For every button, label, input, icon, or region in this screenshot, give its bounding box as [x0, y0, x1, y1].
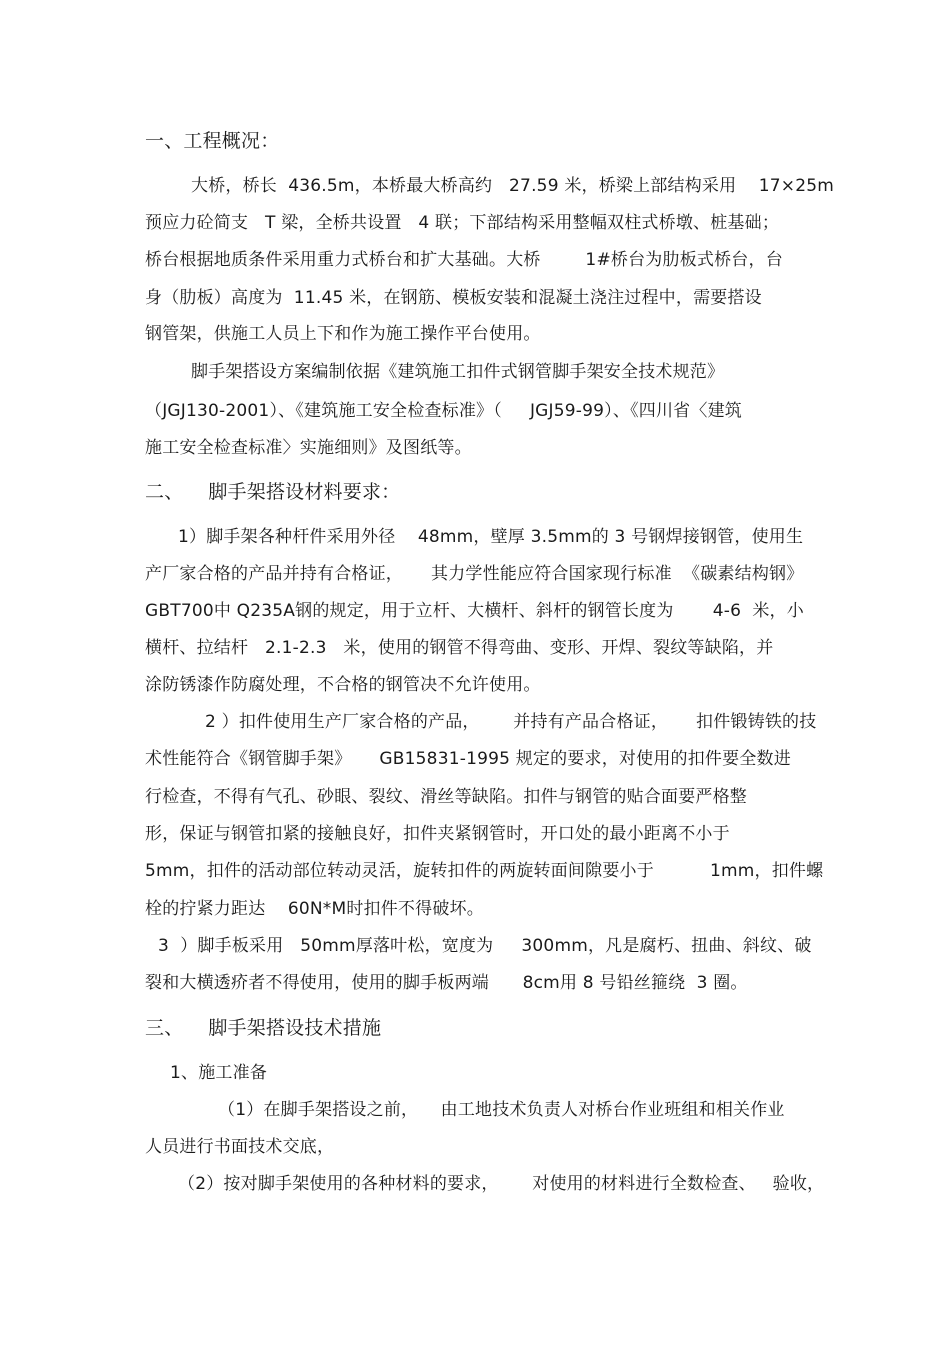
paragraph-line: 产厂家合格的产品并持有合格证， 其力学性能应符合国家现行标准 《碳素结构钢》 — [145, 564, 804, 584]
paragraph-line: 桥台根据地质条件采用重力式桥台和扩大基础。大桥 1#桥台为肋板式桥台，台 — [145, 250, 783, 270]
paragraph-line: 5mm，扣件的活动部位转动灵活，旋转扣件的两旋转面间隙要小于 1mm，扣件螺 — [145, 861, 824, 881]
paragraph-line: （1）在脚手架搭设之前， 由工地技术负责人对桥台作业班组和相关作业 — [218, 1100, 785, 1120]
paragraph-line: 人员进行书面技术交底， — [145, 1137, 335, 1157]
paragraph-line: 裂和大横透疥者不得使用，使用的脚手板两端 8cm用 8 号铅丝箍绕 3 圈。 — [145, 973, 748, 993]
section-heading-2: 二、 脚手架搭设材料要求： — [145, 481, 401, 503]
paragraph-line: 脚手架搭设方案编制依据《建筑施工扣件式钢管脚手架安全技术规范》 — [191, 362, 725, 382]
paragraph-line: 术性能符合《钢管脚手架》 GB15831-1995 规定的要求，对使用的扣件要全数进 — [145, 749, 791, 769]
paragraph-line: 3 ）脚手板采用 50mm厚落叶松，宽度为 300mm，凡是腐朽、扭曲、斜纹、破 — [158, 936, 812, 956]
paragraph-line: 行检查，不得有气孔、砂眼、裂纹、滑丝等缺陷。扣件与钢管的贴合面要严格整 — [145, 787, 747, 807]
paragraph-line: 身（肋板）高度为 11.45 米，在钢筋、模板安装和混凝土浇注过程中，需要搭设 — [145, 288, 762, 308]
paragraph-line: （2）按对脚手架使用的各种材料的要求， 对使用的材料进行全数检查、 验收， — [178, 1174, 825, 1194]
paragraph-line: 施工安全检查标准〉实施细则》及图纸等。 — [145, 438, 472, 458]
paragraph-line: GBT700中 Q235A钢的规定，用于立杆、大横杆、斜杆的钢管长度为 4-6 米，小 — [145, 601, 804, 621]
paragraph-line: 1）脚手架各种杆件采用外径 48mm，壁厚 3.5mm的 3 号钢焊接钢管，使用生 — [178, 527, 804, 547]
paragraph-line: 大桥，桥长 436.5m，本桥最大桥高约 27.59 米，桥梁上部结构采用 17×25m — [191, 176, 834, 196]
paragraph-line: 横杆、拉结杆 2.1-2.3 米，使用的钢管不得弯曲、变形、开焊、裂纹等缺陷，并 — [145, 638, 774, 658]
paragraph-line: 涂防锈漆作防腐处理，不合格的钢管决不允许使用。 — [145, 675, 541, 695]
section-heading-3: 三、 脚手架搭设技术措施 — [145, 1017, 382, 1039]
paragraph-line: 预应力砼简支 T 梁，全桥共设置 4 联；下部结构采用整幅双柱式桥墩、桩基础； — [145, 213, 780, 233]
paragraph-line: 栓的拧紧力距达 60N*M时扣件不得破坏。 — [145, 899, 484, 919]
paragraph-line: 钢管架，供施工人员上下和作为施工操作平台使用。 — [145, 324, 541, 344]
paragraph-line: 2 ）扣件使用生产厂家合格的产品， 并持有产品合格证， 扣件锻铸铁的技 — [205, 712, 817, 732]
subsection-heading: 1、施工准备 — [170, 1063, 268, 1083]
paragraph-line: （JGJ130-2001）、《建筑施工安全检查标准》（ JGJ59-99）、《四川省〈建筑 — [145, 401, 742, 421]
section-heading-1: 一、工程概况： — [145, 130, 280, 152]
paragraph-line: 形，保证与钢管扣紧的接触良好，扣件夹紧钢管时，开口处的最小距离不小于 — [145, 824, 730, 844]
